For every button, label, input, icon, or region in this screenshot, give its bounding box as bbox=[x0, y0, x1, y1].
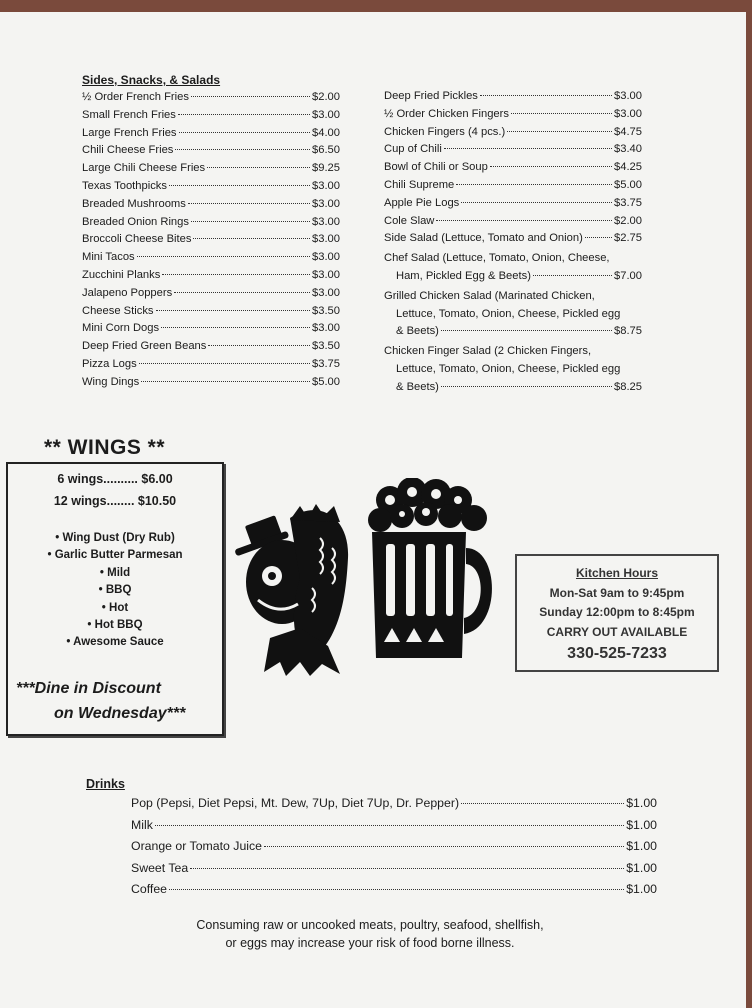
item-price: $3.50 bbox=[312, 340, 340, 353]
item-price: $4.25 bbox=[614, 161, 642, 174]
sunday-hours: Sunday 12:00pm to 8:45pm bbox=[539, 605, 695, 619]
wings-six-price: 6 wings.......... $6.00 bbox=[57, 472, 173, 486]
wings-title: ** WINGS ** bbox=[44, 436, 166, 459]
menu-item bbox=[82, 127, 340, 145]
dot-leader bbox=[141, 381, 310, 382]
dot-leader bbox=[191, 96, 310, 97]
menu-item bbox=[82, 376, 340, 394]
item-name: Zucchini Planks bbox=[82, 268, 161, 281]
chef-salad-line1: Chef Salad (Lettuce, Tomato, Onion, Cheese, bbox=[384, 252, 610, 265]
menu-item bbox=[384, 232, 642, 250]
discount-line1: ***Dine in Discount bbox=[16, 680, 161, 697]
drink-item bbox=[131, 818, 657, 840]
grilled-chicken-salad bbox=[384, 288, 642, 341]
sides-heading: Sides, Snacks, & Salads bbox=[82, 73, 221, 87]
dot-leader bbox=[156, 310, 310, 311]
item-name: Chili Cheese Fries bbox=[82, 144, 174, 157]
item-name: Jalapeno Poppers bbox=[82, 286, 173, 299]
dot-leader bbox=[139, 363, 310, 364]
chef-salad bbox=[384, 250, 642, 286]
kitchen-hours-box bbox=[515, 554, 719, 672]
item-price: $2.75 bbox=[614, 232, 642, 245]
item-price: $3.00 bbox=[312, 197, 340, 210]
item-price: $9.25 bbox=[312, 162, 340, 175]
item-name: Breaded Mushrooms bbox=[82, 197, 186, 210]
dot-leader bbox=[461, 202, 612, 203]
item-name: Cole Slaw bbox=[384, 214, 435, 227]
item-price: $4.00 bbox=[312, 126, 340, 139]
menu-item bbox=[82, 340, 340, 358]
menu-item bbox=[82, 198, 340, 216]
dot-leader bbox=[511, 113, 612, 114]
menu-item bbox=[384, 126, 642, 144]
right-list bbox=[384, 90, 642, 250]
dot-leader bbox=[490, 166, 612, 167]
item-name: Pop (Pepsi, Diet Pepsi, Mt. Dew, 7Up, Diet 7Up, Dr. Pepper) bbox=[131, 796, 460, 810]
menu-item bbox=[384, 179, 642, 197]
dot-leader bbox=[461, 803, 624, 804]
dine-in-discount bbox=[16, 676, 185, 726]
dot-leader bbox=[190, 868, 624, 869]
item-price: $3.00 bbox=[312, 179, 340, 192]
menu-item bbox=[82, 269, 340, 287]
menu-item bbox=[82, 216, 340, 234]
wings-box bbox=[6, 462, 224, 736]
dot-leader bbox=[208, 345, 310, 346]
menu-item bbox=[384, 143, 642, 161]
item-name: Chili Supreme bbox=[384, 178, 455, 191]
flavor-item: • Wing Dust (Dry Rub) bbox=[55, 532, 175, 544]
menu-item bbox=[82, 109, 340, 127]
finger-salad-line3: & Beets) bbox=[396, 380, 439, 393]
item-name: Small French Fries bbox=[82, 108, 176, 121]
dot-leader bbox=[169, 889, 624, 890]
sides-list bbox=[82, 91, 340, 394]
drink-item bbox=[131, 882, 657, 904]
item-name: ½ Order Chicken Fingers bbox=[384, 107, 509, 120]
dot-leader bbox=[507, 131, 612, 132]
item-name: Pizza Logs bbox=[82, 357, 137, 370]
item-price: $1.00 bbox=[626, 817, 657, 832]
dot-leader bbox=[179, 132, 310, 133]
item-name: Cheese Sticks bbox=[82, 304, 154, 317]
menu-item bbox=[82, 91, 340, 109]
item-price: $2.00 bbox=[614, 214, 642, 227]
item-name: Breaded Onion Rings bbox=[82, 215, 189, 228]
menu-item bbox=[82, 233, 340, 251]
menu-item bbox=[82, 144, 340, 162]
fish-icon bbox=[234, 504, 348, 676]
drink-item bbox=[131, 839, 657, 861]
warning-line1: Consuming raw or uncooked meats, poultry, seafood, shellfish, bbox=[196, 918, 544, 932]
finger-salad-price: $8.25 bbox=[614, 380, 642, 393]
item-name: Sweet Tea bbox=[131, 860, 189, 875]
chicken-finger-salad bbox=[384, 343, 642, 396]
item-price: $5.00 bbox=[614, 178, 642, 191]
grilled-salad-price: $8.75 bbox=[614, 325, 642, 338]
drink-item bbox=[131, 861, 657, 883]
kitchen-hours-title: Kitchen Hours bbox=[575, 566, 658, 580]
drinks-heading: Drinks bbox=[86, 777, 125, 791]
item-name: Large Chili Cheese Fries bbox=[82, 162, 206, 175]
item-price: $5.00 bbox=[312, 375, 340, 388]
discount-line2: on Wednesday*** bbox=[54, 705, 186, 722]
dot-leader bbox=[161, 327, 310, 328]
item-name: Chicken Fingers (4 pcs.) bbox=[384, 125, 506, 138]
menu-page bbox=[0, 12, 746, 1008]
item-price: $3.00 bbox=[312, 268, 340, 281]
item-price: $3.00 bbox=[312, 233, 340, 246]
dot-leader bbox=[585, 237, 612, 238]
food-safety-warning bbox=[150, 916, 590, 952]
item-price: $3.40 bbox=[614, 143, 642, 156]
item-price: $4.75 bbox=[614, 125, 642, 138]
dot-leader bbox=[207, 167, 310, 168]
dot-leader bbox=[155, 825, 624, 826]
item-name: Orange or Tomato Juice bbox=[131, 839, 263, 854]
item-name: Wing Dings bbox=[82, 375, 140, 388]
menu-item bbox=[82, 251, 340, 269]
finger-salad-line1: Chicken Finger Salad (2 Chicken Fingers, bbox=[384, 345, 592, 358]
item-price: $1.00 bbox=[626, 839, 657, 854]
dot-leader bbox=[264, 846, 624, 847]
item-name: Milk bbox=[131, 817, 153, 832]
dot-leader bbox=[162, 274, 310, 275]
flavor-item: • BBQ bbox=[98, 584, 132, 597]
item-name: Deep Fried Pickles bbox=[384, 90, 478, 102]
item-name: Mini Corn Dogs bbox=[82, 322, 160, 335]
menu-item bbox=[82, 162, 340, 180]
item-name: Side Salad (Lettuce, Tomato and Onion) bbox=[384, 232, 583, 245]
carry-out-note: CARRY OUT AVAILABLE bbox=[546, 624, 688, 639]
drinks-list bbox=[131, 796, 657, 904]
drink-item bbox=[131, 796, 657, 818]
dot-leader bbox=[174, 292, 310, 293]
item-name: ½ Order French Fries bbox=[82, 91, 189, 103]
item-price: $3.00 bbox=[614, 90, 642, 102]
grilled-salad-line2: Lettuce, Tomato, Onion, Cheese, Pickled egg bbox=[396, 307, 621, 320]
item-name: Texas Toothpicks bbox=[82, 179, 167, 192]
item-price: $3.50 bbox=[312, 304, 340, 317]
item-name: Bowl of Chili or Soup bbox=[384, 161, 488, 174]
menu-item bbox=[384, 90, 642, 108]
fish-and-beer-illustration bbox=[230, 478, 510, 688]
warning-line2: or eggs may increase your risk of food borne illness. bbox=[225, 936, 515, 950]
item-price: $3.75 bbox=[312, 357, 340, 370]
item-price: $3.00 bbox=[312, 108, 340, 121]
flavor-item: • Garlic Butter Parmesan bbox=[47, 549, 183, 562]
phone-number: 330-525-7233 bbox=[567, 645, 667, 662]
item-price: $3.75 bbox=[614, 196, 642, 209]
dot-leader bbox=[191, 221, 310, 222]
wings-twelve-price: 12 wings........ $10.50 bbox=[53, 494, 177, 508]
item-price: $3.00 bbox=[312, 286, 340, 299]
item-price: $3.00 bbox=[614, 107, 642, 120]
item-name: Mini Tacos bbox=[82, 251, 135, 264]
menu-item bbox=[82, 180, 340, 198]
menu-item bbox=[82, 322, 340, 340]
grilled-salad-line3: & Beets) bbox=[396, 325, 439, 338]
dot-leader bbox=[175, 149, 310, 150]
item-price: $3.00 bbox=[312, 322, 340, 335]
dot-leader bbox=[480, 95, 612, 96]
dot-leader bbox=[188, 203, 310, 204]
dot-leader bbox=[169, 185, 310, 186]
dot-leader bbox=[436, 220, 612, 221]
sides-section bbox=[82, 73, 340, 394]
weekday-hours: Mon-Sat 9am to 9:45pm bbox=[549, 585, 685, 600]
item-name: Cup of Chili bbox=[384, 143, 442, 156]
grilled-salad-line1: Grilled Chicken Salad (Marinated Chicken, bbox=[384, 289, 595, 302]
menu-item bbox=[384, 161, 642, 179]
item-price: $6.50 bbox=[312, 144, 340, 157]
item-name: Deep Fried Green Beans bbox=[82, 340, 207, 353]
dot-leader bbox=[456, 184, 612, 185]
menu-item bbox=[82, 287, 340, 305]
flavor-item: • Awesome Sauce bbox=[66, 636, 164, 649]
finger-salad-line2: Lettuce, Tomato, Onion, Cheese, Pickled egg bbox=[396, 362, 621, 375]
flavor-item: • Mild bbox=[99, 566, 131, 579]
item-name: Large French Fries bbox=[82, 126, 177, 139]
menu-item bbox=[384, 215, 642, 233]
item-price: $3.00 bbox=[312, 215, 340, 228]
dot-leader bbox=[137, 256, 310, 257]
chef-salad-line2: Ham, Pickled Egg & Beets) bbox=[396, 269, 531, 282]
flavor-item: • Hot bbox=[101, 601, 129, 614]
item-price: $1.00 bbox=[626, 882, 657, 897]
item-name: Apple Pie Logs bbox=[384, 196, 460, 209]
item-price: $3.00 bbox=[312, 251, 340, 264]
menu-item bbox=[384, 108, 642, 126]
menu-item bbox=[82, 358, 340, 376]
dot-leader bbox=[178, 114, 310, 115]
wing-flavors bbox=[8, 530, 222, 652]
item-name: Broccoli Cheese Bites bbox=[82, 233, 192, 246]
item-price: $2.00 bbox=[312, 91, 340, 103]
menu-item bbox=[384, 197, 642, 215]
chef-salad-price: $7.00 bbox=[614, 269, 642, 282]
item-price: $1.00 bbox=[626, 860, 657, 875]
flavor-item: • Hot BBQ bbox=[87, 619, 143, 632]
menu-item bbox=[82, 305, 340, 323]
item-name: Coffee bbox=[131, 882, 168, 897]
beer-mug-icon bbox=[368, 478, 492, 658]
dot-leader bbox=[193, 238, 310, 239]
item-price: $1.00 bbox=[626, 796, 657, 810]
dot-leader bbox=[444, 148, 612, 149]
right-menu-section bbox=[384, 90, 642, 397]
